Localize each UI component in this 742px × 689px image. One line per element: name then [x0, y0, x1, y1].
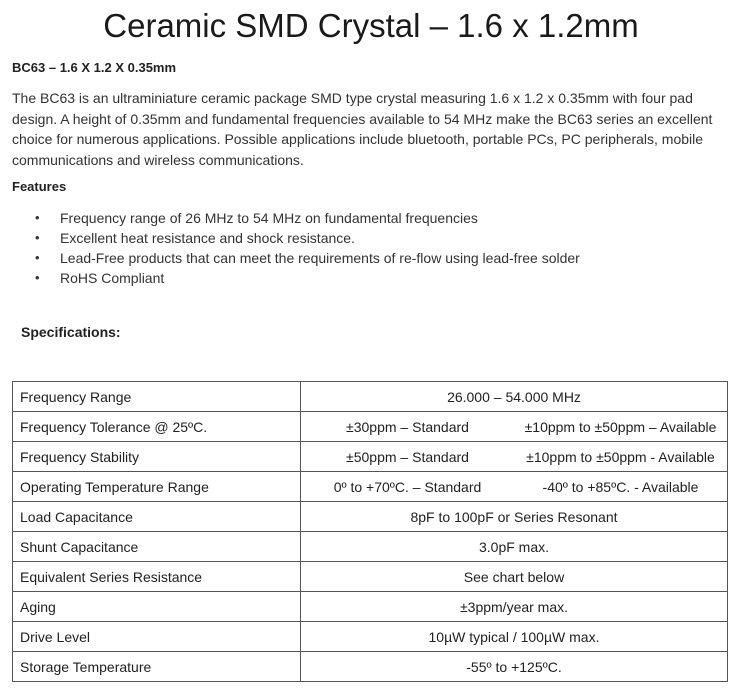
spec-label: Frequency Stability: [13, 442, 301, 472]
spec-value: 3.0pF max.: [301, 532, 728, 562]
bullet-icon: •: [35, 250, 40, 265]
spec-value-available: ±10ppm to ±50ppm – Available: [524, 418, 717, 435]
spec-label: Operating Temperature Range: [13, 472, 301, 502]
spec-value-standard: ±30ppm – Standard: [346, 418, 469, 435]
table-row: [13, 562, 728, 592]
bullet-icon: •: [35, 230, 40, 245]
specifications-table: [12, 381, 728, 682]
features-heading: Features: [12, 179, 67, 194]
list-item: [0, 228, 580, 248]
feature-text: Frequency range of 26 MHz to 54 MHz on fundamental frequencies: [60, 210, 478, 226]
table-row: [13, 472, 728, 502]
spec-value-available: -40º to +85ºC. - Available: [542, 478, 699, 495]
bullet-icon: •: [35, 270, 40, 285]
spec-label: Shunt Capacitance: [13, 532, 301, 562]
list-item: [0, 248, 580, 268]
spec-label: Aging: [13, 592, 301, 622]
spec-value: [301, 442, 728, 472]
table-row: [13, 532, 728, 562]
spec-label: Frequency Range: [13, 382, 301, 412]
feature-text: Excellent heat resistance and shock resistance.: [60, 230, 355, 246]
product-subtitle: BC63 – 1.6 X 1.2 X 0.35mm: [12, 60, 177, 75]
table-row: [13, 592, 728, 622]
spec-value-available: ±10ppm to ±50ppm - Available: [526, 448, 715, 465]
spec-value: See chart below: [301, 562, 728, 592]
spec-label: Frequency Tolerance @ 25ºC.: [13, 412, 301, 442]
spec-value: 26.000 – 54.000 MHz: [301, 382, 728, 412]
spec-value: -55º to +125ºC.: [301, 652, 728, 682]
table-row: [13, 652, 728, 682]
table-row: [13, 412, 728, 442]
feature-text: Lead-Free products that can meet the requirements of re-flow using lead-free solder: [60, 250, 580, 266]
list-item: [0, 208, 580, 228]
table-row: [13, 442, 728, 472]
spec-label: Load Capacitance: [13, 502, 301, 532]
list-item: [0, 268, 580, 288]
spec-value: [301, 412, 728, 442]
table-row: [13, 382, 728, 412]
spec-label: Equivalent Series Resistance: [13, 562, 301, 592]
spec-value-standard: 0º to +70ºC. – Standard: [333, 478, 482, 495]
features-list: [0, 208, 580, 288]
spec-value-standard: ±50ppm – Standard: [346, 448, 469, 465]
bullet-icon: •: [35, 210, 40, 225]
spec-label: Drive Level: [13, 622, 301, 652]
spec-value: [301, 472, 728, 502]
intro-paragraph: The BC63 is an ultraminiature ceramic package SMD type crystal measuring 1.6 x 1.2 x 0.35mm with four pad design. A height of 0.35mm and fundamental frequencies available to 54 MHz make the BC63 series an excellent choice for numerous applications. Possible applications include bluetooth, portable PCs, PC peripherals, mobile communications and wireless communications.: [12, 90, 713, 168]
spec-label: Storage Temperature: [13, 652, 301, 682]
page-title: Ceramic SMD Crystal – 1.6 x 1.2mm: [103, 7, 639, 44]
table-row: [13, 502, 728, 532]
feature-text: RoHS Compliant: [60, 270, 165, 286]
spec-value: 10µW typical / 100µW max.: [301, 622, 728, 652]
spec-value: 8pF to 100pF or Series Resonant: [301, 502, 728, 532]
table-row: [13, 622, 728, 652]
specifications-heading: Specifications:: [21, 324, 121, 340]
spec-value: ±3ppm/year max.: [301, 592, 728, 622]
